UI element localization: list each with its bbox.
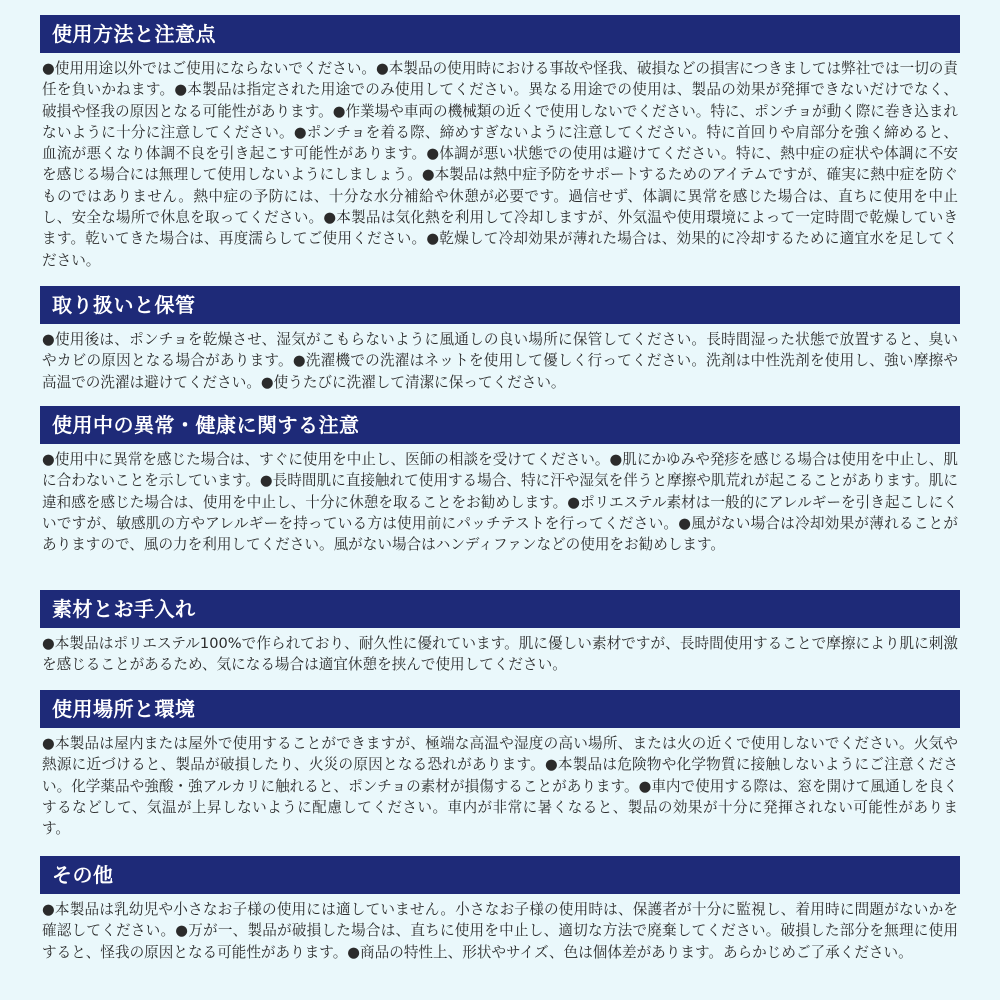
section-title: 使用方法と注意点: [40, 15, 960, 53]
section-usage: [40, 15, 960, 271]
section-other: [40, 856, 960, 963]
section-title: その他: [40, 856, 960, 894]
section-title: 使用中の異常・健康に関する注意: [40, 406, 960, 444]
section-title: 取り扱いと保管: [40, 286, 960, 324]
section-health: [40, 406, 960, 555]
section-title: 素材とお手入れ: [40, 590, 960, 628]
section-title: 使用場所と環境: [40, 690, 960, 728]
section-body: ●本製品は屋内または屋外で使用することができますが、極端な高温や湿度の高い場所、または火の近くで使用しないでください。火気や熱源に近づけると、製品が破損したり、火災の原因となる恐れがあります。●本製品は危険物や化学物質に接触しないようにご注意ください。化学薬品や強酸・強アルカリに触れると、ポンチョの素材が損傷することがあります。●車内で使用する際は、窓を開けて風通しを良くするなどして、気温が上昇しないように配慮してください。車内が非常に暑くなると、製品の効果が十分に発揮されない可能性があります。: [42, 735, 958, 838]
section-body: ●使用後は、ポンチョを乾燥させ、湿気がこもらないように風通しの良い場所に保管してください。長時間湿った状態で放置すると、臭いやカビの原因となる場合があります。●洗濯機での洗濯はネットを使用して優しく行ってください。洗剤は中性洗剤を使用し、強い摩擦や高温での洗濯は避けてください。●使うたびに洗濯して清潔に保ってください。: [42, 331, 958, 391]
section-body: ●使用中に異常を感じた場合は、すぐに使用を中止し、医師の相談を受けてください。●肌にかゆみや発疹を感じる場合は使用を中止し、肌に合わないことを示しています。●長時間肌に直接触れて使用する場合、特に汗や湿気を伴うと摩擦や肌荒れが起こることがあります。肌に違和感を感じた場合は、使用を中止し、十分に休憩を取ることをお勧めします。●ポリエステル素材は一般的にアレルギーを引き起こしにくいですが、敏感肌の方やアレルギーを持っている方は使用前にパッチテストを行ってください。●風がない場合は冷却効果が薄れることがありますので、風の力を利用してください。風がない場合はハンディファンなどの使用をお勧めします。: [42, 451, 958, 554]
section-environment: [40, 690, 960, 839]
section-material: [40, 590, 960, 676]
section-body: ●使用用途以外ではご使用にならないでください。●本製品の使用時における事故や怪我、破損などの損害につきましては弊社では一切の責任を負いかねます。●本製品は指定された用途でのみ使用してください。異なる用途での使用は、製品の効果が発揮できないだけでなく、破損や怪我の原因となる可能性があります。●作業場や車両の機械類の近くで使用しないでください。特に、ポンチョが動く際に巻き込まれないように十分に注意してください。●ポンチョを着る際、締めすぎないように注意してください。特に首回りや肩部分を強く締めると、血流が悪くなり体調不良を引き起こす可能性があります。●体調が悪い状態での使用は避けてください。特に、熱中症の症状や体調に不安を感じる場合には無理して使用しないようにしましょう。●本製品は熱中症予防をサポートするためのアイテムですが、確実に熱中症を防ぐものではありません。熱中症の予防には、十分な水分補給や休憩が必要です。過信せず、体調に異常を感じた場合は、直ちに使用を中止し、安全な場所で休息を取ってください。●本製品は気化熱を利用して冷却しますが、外気温や使用環境によって一定時間で乾燥していきます。乾いてきた場合は、再度濡らしてご使用ください。●乾燥して冷却効果が薄れた場合は、効果的に冷却するために適宜水を足してください。: [42, 60, 958, 269]
section-body: ●本製品はポリエステル100%で作られており、耐久性に優れています。肌に優しい素材ですが、長時間使用することで摩擦により肌に刺激を感じることがあるため、気になる場合は適宜休憩を挟んで使用してください。: [42, 635, 958, 674]
section-body: ●本製品は乳幼児や小さなお子様の使用には適していません。小さなお子様の使用時は、保護者が十分に監視し、着用時に問題がないかを確認してください。●万が一、製品が破損した場合は、直ちに使用を中止し、適切な方法で廃棄してください。破損した部分を無理に使用すると、怪我の原因となる可能性があります。●商品の特性上、形状やサイズ、色は個体差があります。あらかじめご了承ください。: [42, 901, 958, 961]
section-handling: [40, 286, 960, 393]
